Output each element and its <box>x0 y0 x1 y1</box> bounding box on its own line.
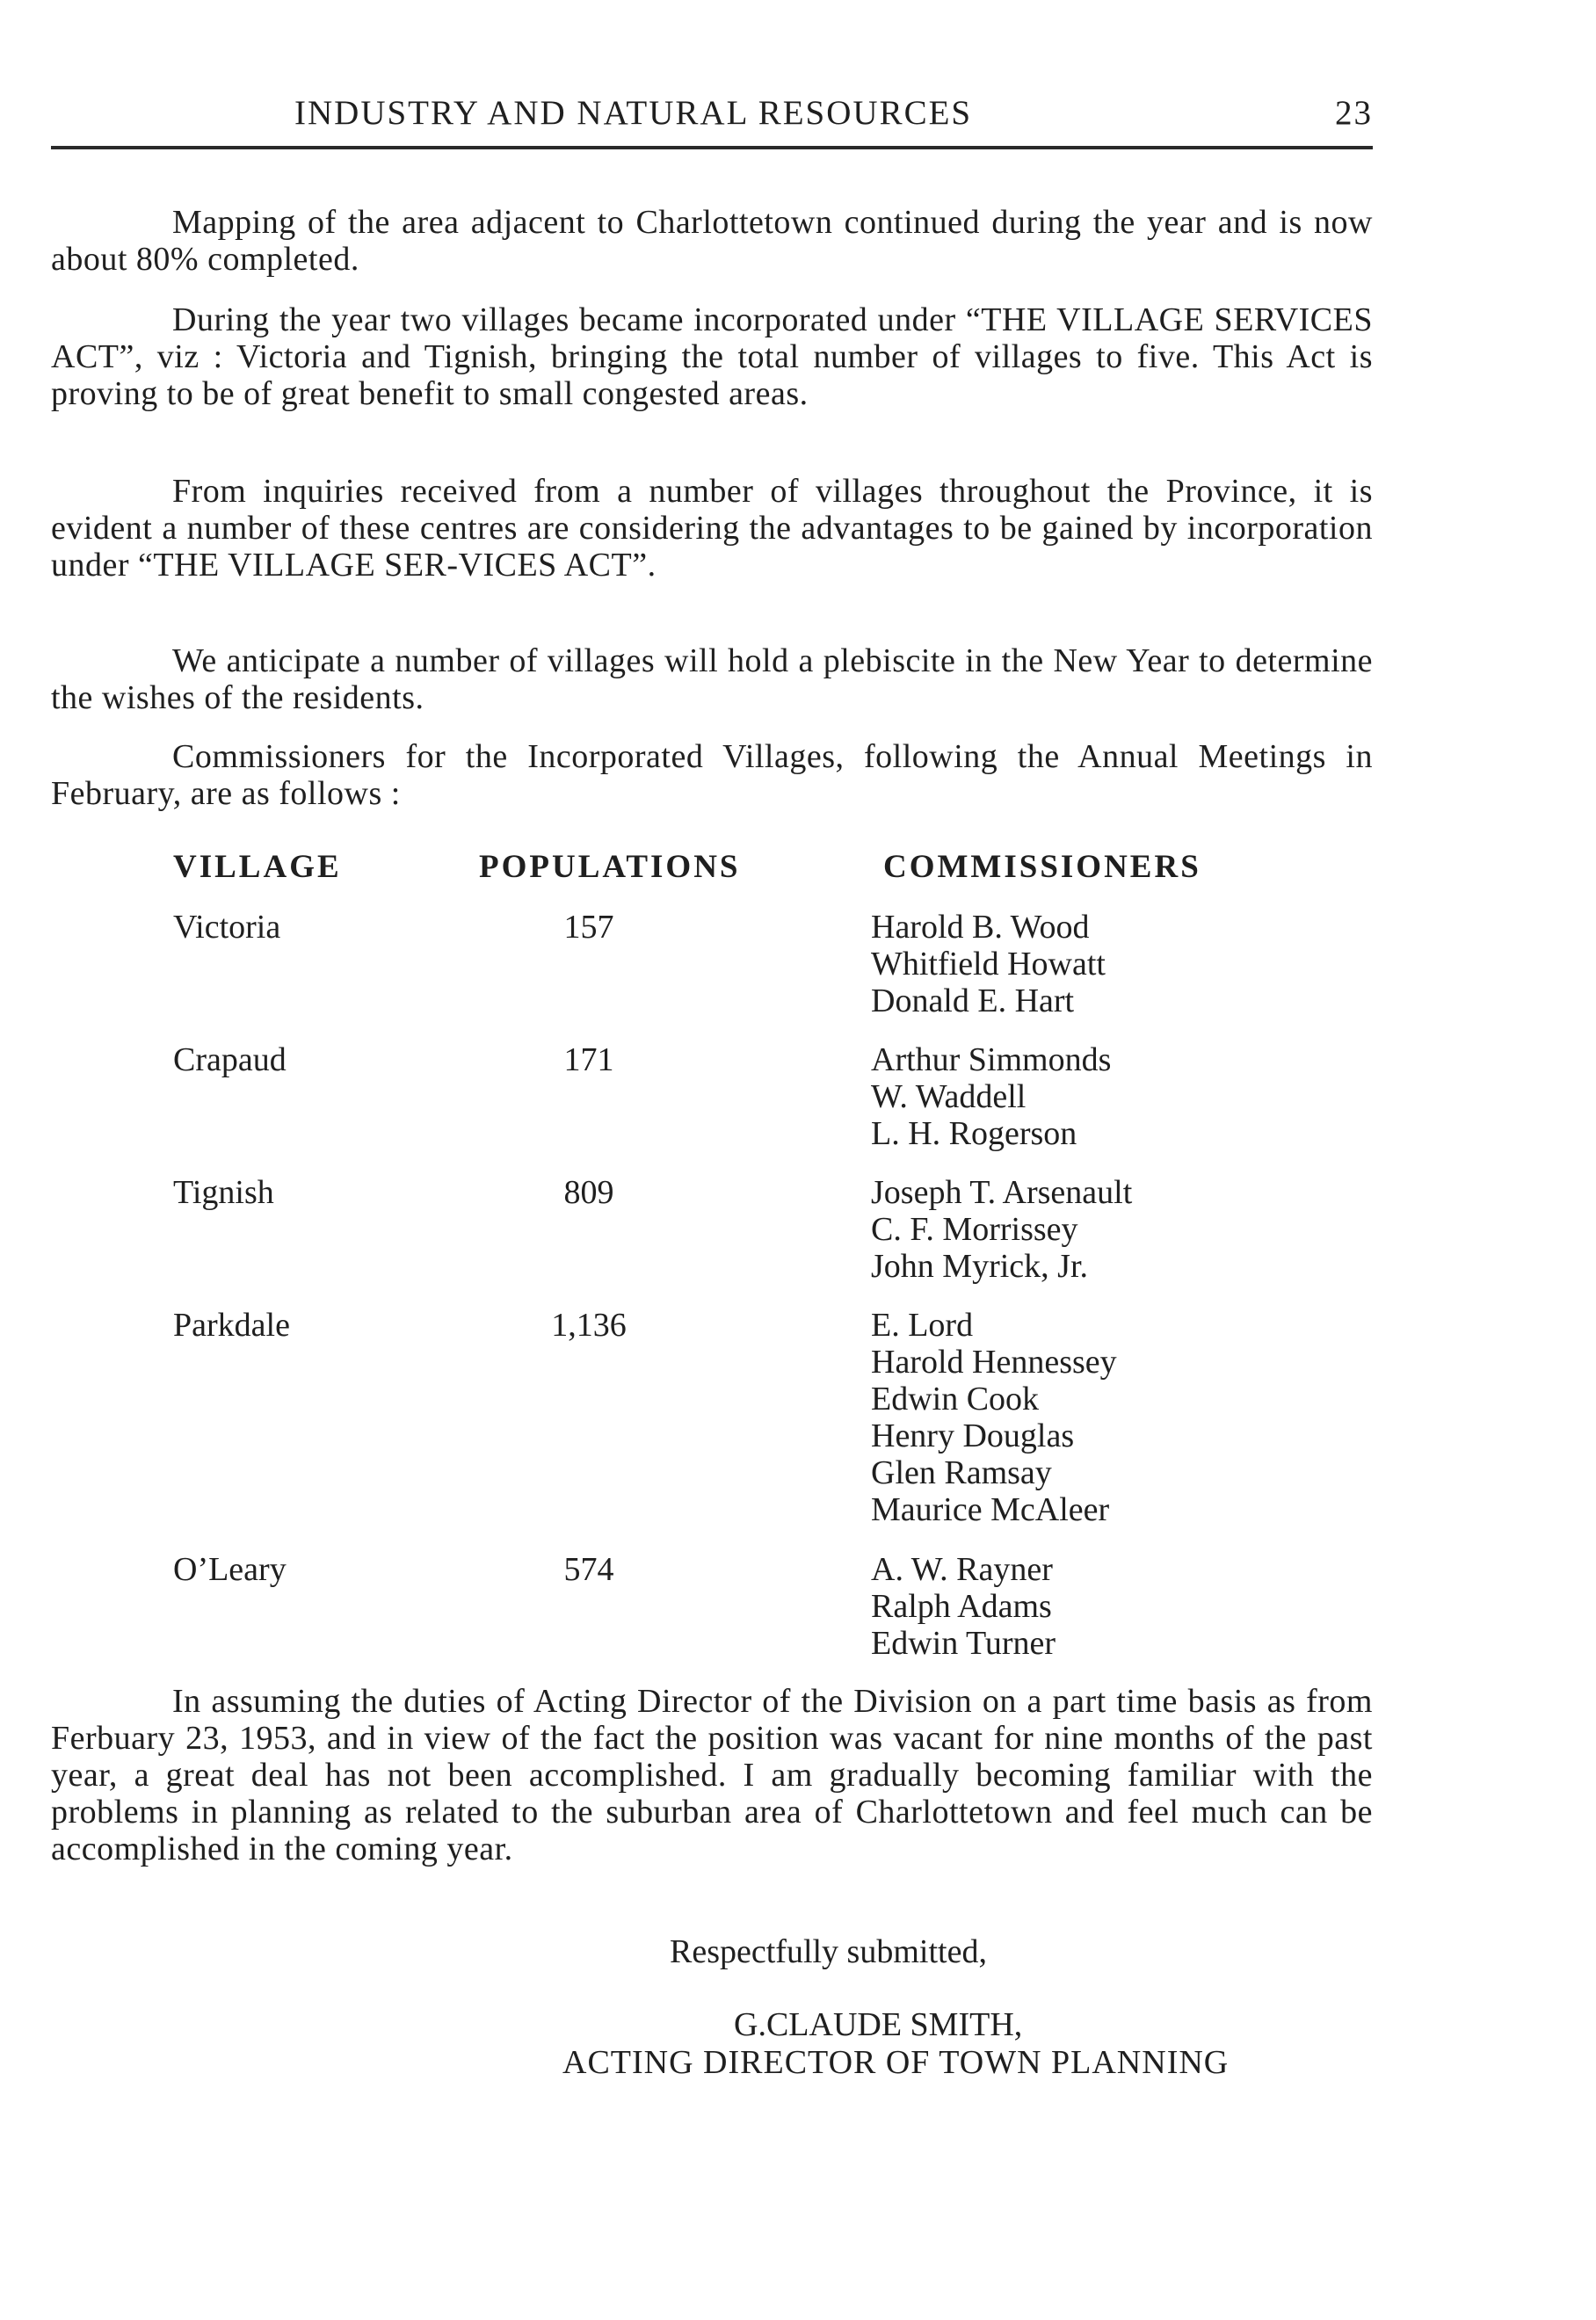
commissioner-name: Arthur Simmonds <box>871 1041 1112 1078</box>
paragraph-acting-director: In assuming the duties of Acting Director of the Division on a part time basis as from Ferbuary 23, 1953, and in view of the fact the position was vacant for nine months of the past year, a great deal has not been accomplished. I am gradually becoming familiar with the problems in planning as related to the suburban area of Charlottetown and feel much can be accomplished in the coming year. <box>51 1683 1373 1867</box>
commissioner-name: C. F. Morrissey <box>871 1211 1078 1248</box>
village-population: 157 <box>563 909 614 946</box>
village-population: 574 <box>563 1551 614 1588</box>
commissioner-name: Donald E. Hart <box>871 982 1075 1019</box>
commissioner-name: Harold Hennessey <box>871 1344 1117 1381</box>
village-name: Victoria <box>173 909 281 946</box>
signatory-title: ACTING DIRECTOR OF TOWN PLANNING <box>562 2044 1230 2081</box>
village-name: O’Leary <box>173 1551 287 1588</box>
village-population: 1,136 <box>551 1307 627 1344</box>
commissioner-name: John Myrick, Jr. <box>871 1248 1088 1285</box>
page-number: 23 <box>1335 94 1373 132</box>
column-header-populations: POPULATIONS <box>479 849 741 885</box>
village-name: Crapaud <box>173 1041 287 1078</box>
header-rule <box>51 146 1373 149</box>
paragraph-plebiscite: We anticipate a number of villages will hold a plebiscite in the New Year to determine the wishes of the residents. <box>51 642 1373 716</box>
paragraph-inquiries: From inquiries received from a number of villages throughout the Province, it is evident a number of these centres are considering the advantages to be gained by incorporation under “THE VILLAGE SER-VICES ACT”. <box>51 473 1373 584</box>
commissioner-list <box>871 1041 1111 1152</box>
commissioner-name: Whitfield Howatt <box>871 946 1106 982</box>
commissioner-name: Harold B. Wood <box>871 909 1090 946</box>
commissioner-name: Glen Ramsay <box>871 1454 1052 1491</box>
signatory-name: G.CLAUDE SMITH, <box>734 2006 1023 2043</box>
paragraph-villages-incorporated: During the year two villages became incorporated under “THE VILLAGE SERVICES ACT”, viz : Victoria and Tignish, bringing the total number of villages to five. This Act is proving to be of great benefit to small congested areas. <box>51 301 1373 412</box>
paragraph-mapping: Mapping of the area adjacent to Charlottetown continued during the year and is now about 80% completed. <box>51 204 1373 278</box>
column-header-village: VILLAGE <box>173 849 342 885</box>
commissioner-name: W. Waddell <box>871 1078 1027 1115</box>
village-name: Tignish <box>173 1174 274 1211</box>
commissioner-list <box>871 909 1106 1019</box>
commissioner-name: A. W. Rayner <box>871 1551 1053 1588</box>
commissioner-name: Joseph T. Arsenault <box>871 1174 1133 1211</box>
commissioner-list <box>871 1551 1056 1662</box>
closing-salutation: Respectfully submitted, <box>670 1933 987 1970</box>
paragraph-commissioners-intro: Commissioners for the Incorporated Villages, following the Annual Meetings in February, are as follows : <box>51 738 1373 812</box>
village-name: Parkdale <box>173 1307 290 1344</box>
page-header <box>51 93 1373 144</box>
commissioner-name: Ralph Adams <box>871 1588 1052 1625</box>
village-population: 171 <box>563 1041 614 1078</box>
commissioner-list <box>871 1174 1132 1285</box>
commissioner-name: Maurice McAleer <box>871 1491 1110 1528</box>
column-header-commissioners: COMMISSIONERS <box>883 849 1201 885</box>
commissioner-list <box>871 1307 1117 1528</box>
commissioner-name: L. H. Rogerson <box>871 1115 1077 1152</box>
village-population: 809 <box>563 1174 614 1211</box>
commissioner-name: Henry Douglas <box>871 1417 1075 1454</box>
commissioner-name: E. Lord <box>871 1307 974 1344</box>
commissioner-name: Edwin Turner <box>871 1625 1056 1662</box>
commissioner-name: Edwin Cook <box>871 1381 1040 1417</box>
running-title: INDUSTRY AND NATURAL RESOURCES <box>294 94 973 132</box>
